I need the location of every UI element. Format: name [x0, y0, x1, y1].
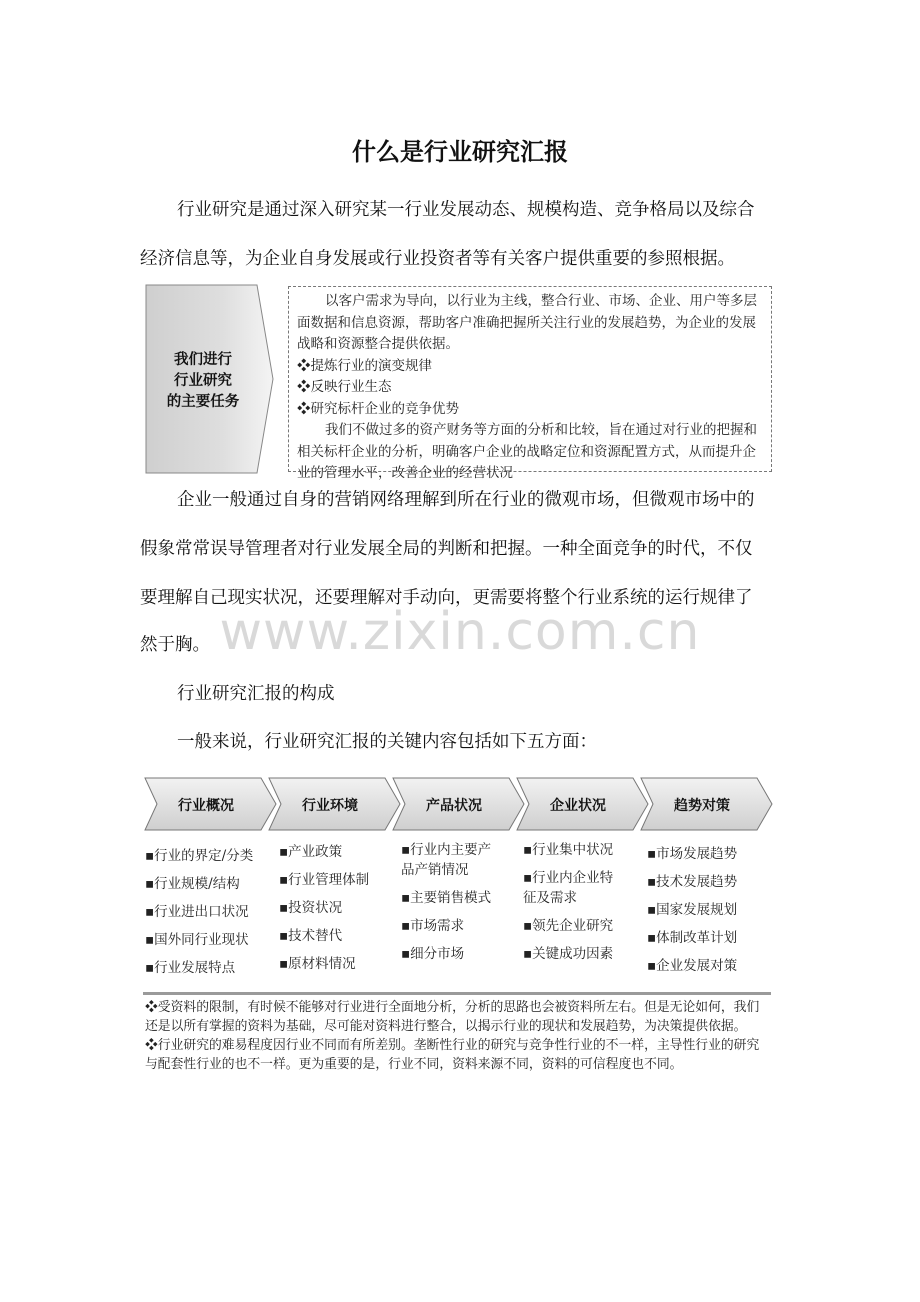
list-item: ▪行业管理体制 [279, 872, 370, 888]
column-title-products: 产品状况 [426, 798, 482, 814]
list-item: ▪行业规模/结构 [145, 876, 240, 892]
note-paragraph: ❖行业研究的难易程度因行业不同而有所差别。垄断性行业的研究与竞争性行业的不一样，主导性行业的研究与配套性行业的也不一样。更为重要的是，行业不同，资料来源不同，资料的可信程度也不同。 [145, 1038, 760, 1072]
task-description-box [288, 286, 772, 481]
list-item: ▪行业的界定/分类 [145, 848, 254, 864]
task-bullet: ❖研究标杆企业的竞争优势 [297, 400, 459, 417]
column-title-overview: 行业概况 [178, 798, 234, 814]
list-item: ▪行业内主要产 [401, 842, 492, 858]
divider [143, 992, 771, 995]
column-enterprises [523, 840, 613, 964]
list-item: ▪细分市场 [401, 946, 465, 962]
list-item: ▪产业政策 [279, 844, 343, 860]
section-intro: 一般来说，行业研究汇报的关键内容包括如下五方面： [177, 732, 597, 752]
page-title: 什么是行业研究汇报 [352, 138, 568, 166]
list-item: ▪原材料情况 [279, 956, 356, 972]
list-item: 征及需求 [523, 890, 577, 906]
list-item: ▪主要销售模式 [401, 890, 492, 906]
task-para-1: 以客户需求为导向，以行业为主线，整合行业、市场、企业、用户等多层面数据和信息资源，帮助客户准确把握所关注行业的发展趋势，为企业的发展战略和资源整合提供依据。 [297, 293, 757, 352]
body-line: 然于胸。 [140, 635, 210, 655]
task-para-2: 我们不做过多的资产财务等方面的分析和比较，旨在通过对行业的把握和相关标杆企业的分析，明确客户企业的战略定位和资源配置方式，从而提升企业的管理水平，改善企业的经营状况 [297, 422, 757, 481]
column-products [401, 840, 491, 964]
list-item: ▪行业进出口状况 [145, 904, 249, 920]
task-label [148, 350, 258, 413]
task-label-line: 我们进行 [174, 352, 232, 368]
list-item: ▪技术替代 [279, 928, 343, 944]
list-item: ▪体制改革计划 [647, 930, 738, 946]
body-line: 假象常常误导管理者对行业发展全局的判断和把握。一种全面竞争的时代，不仅 [140, 539, 753, 559]
list-item: ▪市场发展趋势 [647, 846, 738, 862]
list-item: ▪行业集中状况 [523, 842, 614, 858]
task-bullet: ❖反映行业生态 [297, 379, 392, 395]
body-line: 企业一般通过自身的营销网络理解到所在行业的微观市场，但微观市场中的 [177, 490, 755, 510]
column-title-trends: 趋势对策 [674, 798, 730, 814]
list-item: ▪关键成功因素 [523, 946, 614, 962]
intro-line-1: 行业研究是通过深入研究某一行业发展动态、规模构造、竞争格局以及综合 [177, 200, 755, 220]
task-bullet: ❖提炼行业的演变规律 [297, 357, 432, 374]
section-heading: 行业研究汇报的构成 [177, 684, 335, 704]
column-title-enterprises: 企业状况 [550, 798, 606, 814]
body-line: 要理解自己现实状况，还要理解对手动向，更需要将整个行业系统的运行规律了 [140, 588, 753, 608]
column-title-environment: 行业环境 [302, 798, 358, 814]
list-item: ▪企业发展对策 [647, 958, 738, 974]
list-item: ▪国外同行业现状 [145, 932, 249, 948]
task-label-line: 的主要任务 [166, 394, 240, 410]
watermark: www.zixin.com.cn [219, 602, 701, 662]
notes-block [145, 998, 770, 1074]
note-paragraph: ❖受资料的限制，有时候不能够对行业进行全面地分析，分析的思路也会被资料所左右。但是无论如何，我们还是以所有掌握的资料为基础，尽可能对资料进行整合，以揭示行业的现状和发展趋势，为决策提供依据。 [145, 1000, 760, 1034]
list-item: ▪国家发展规划 [647, 902, 738, 918]
task-label-line: 行业研究 [174, 373, 232, 389]
column-trends [647, 840, 737, 980]
list-item: ▪技术发展趋势 [647, 874, 738, 890]
list-item: 品产销情况 [401, 862, 469, 878]
intro-line-2: 经济信息等，为企业自身发展或行业投资者等有关客户提供重要的参照根据。 [140, 249, 735, 269]
list-item: ▪市场需求 [401, 918, 465, 934]
list-item: ▪行业内企业特 [523, 870, 614, 886]
column-overview [145, 842, 253, 982]
column-environment [279, 838, 369, 978]
list-item: ▪行业发展特点 [145, 960, 236, 976]
list-item: ▪投资状况 [279, 900, 343, 916]
list-item: ▪领先企业研究 [523, 918, 614, 934]
